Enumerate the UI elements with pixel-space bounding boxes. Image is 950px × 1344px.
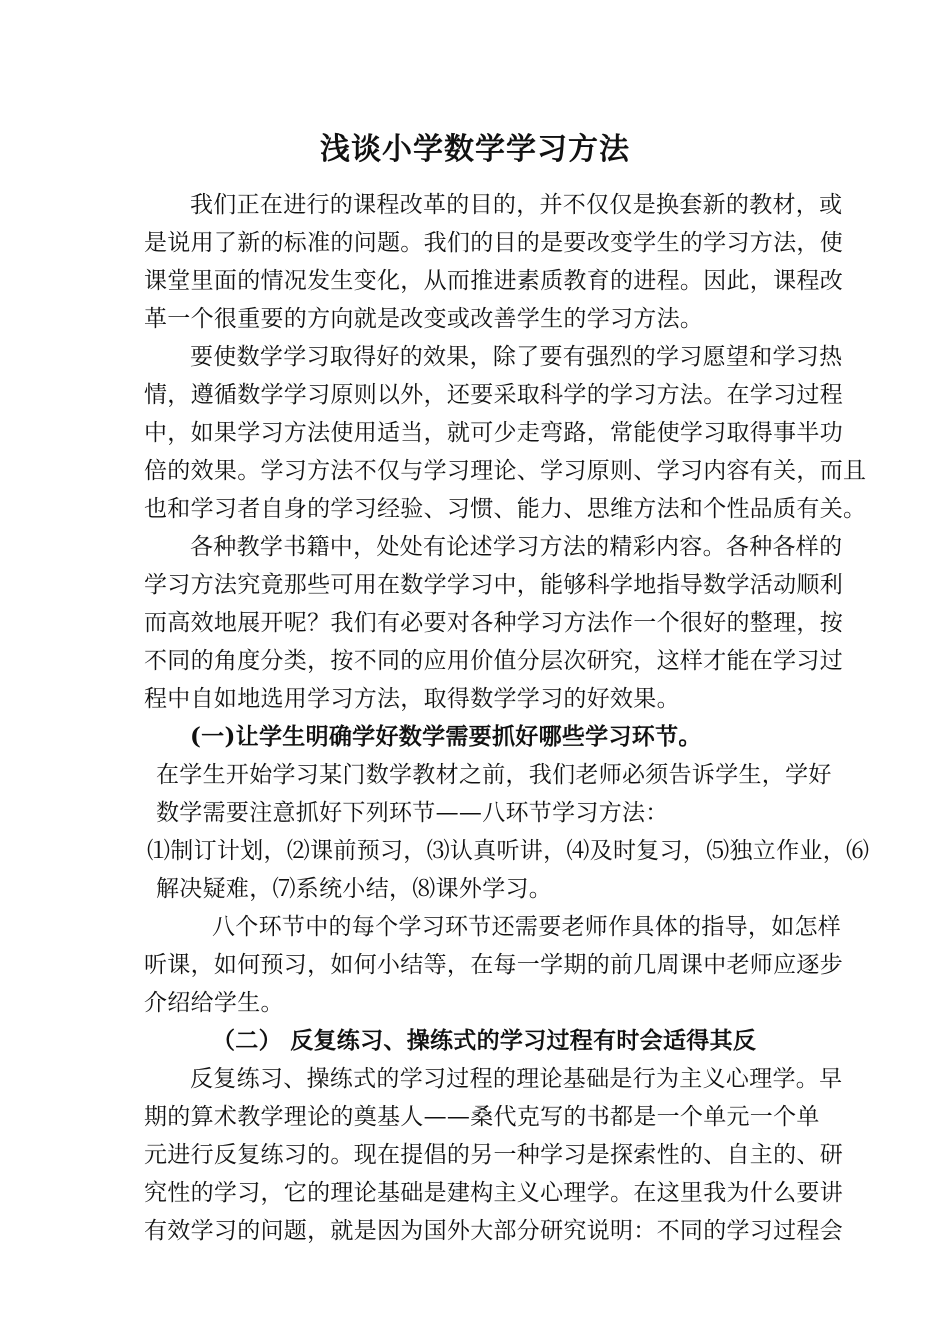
paragraph-line: 八个环节中的每个学习环节还需要老师作具体的指导，如怎样 <box>212 914 842 940</box>
document-title: 浅谈小学数学学习方法 <box>320 132 630 167</box>
paragraph-line: 期的算术教学理论的奠基人——桑代克写的书都是一个单元一个单 <box>144 1104 820 1130</box>
paragraph-line: 数学需要注意抓好下列环节——八环节学习方法： <box>156 800 669 826</box>
paragraph-line: 倍的效果。学习方法不仅与学习理论、学习原则、学习内容有关，而且 <box>144 458 867 484</box>
paragraph-line: 而高效地展开呢？我们有必要对各种学习方法作一个很好的整理，按 <box>144 610 843 636</box>
paragraph-line: 课堂里面的情况发生变化，从而推进素质教育的进程。因此，课程改 <box>144 268 843 294</box>
paragraph-line: 在学生开始学习某门数学教材之前，我们老师必须告诉学生，学好 <box>156 762 832 788</box>
paragraph-line: ⑴制订计划，⑵课前预习，⑶认真听讲，⑷及时复习，⑸独立作业，⑹ <box>147 838 870 864</box>
paragraph-line: 要使数学学习取得好的效果，除了要有强烈的学习愿望和学习热 <box>190 344 843 370</box>
paragraph-line: 究性的学习，它的理论基础是建构主义心理学。在这里我为什么要讲 <box>144 1180 843 1206</box>
paragraph-line: 介绍给学生。 <box>144 990 284 1016</box>
paragraph-line: 学习方法究竟那些可用在数学学习中，能够科学地指导数学活动顺利 <box>144 572 843 598</box>
paragraph-line: 听课，如何预习，如何小结等，在每一学期的前几周课中老师应逐步 <box>144 952 843 978</box>
paragraph-line: 反复练习、操练式的学习过程的理论基础是行为主义心理学。早 <box>190 1066 843 1092</box>
paragraph-line: 各种教学书籍中，处处有论述学习方法的精彩内容。各种各样的 <box>190 534 843 560</box>
paragraph-line: 也和学习者自身的学习经验、习惯、能力、思维方法和个性品质有关。 <box>144 496 867 522</box>
paragraph-line: 程中自如地选用学习方法，取得数学学习的好效果。 <box>144 686 680 712</box>
paragraph-line: 我们正在进行的课程改革的目的，并不仅仅是换套新的教材，或 <box>190 192 843 218</box>
paragraph-line: 革一个很重要的方向就是改变或改善学生的学习方法。 <box>144 306 704 332</box>
paragraph-line: 解决疑难，⑺系统小结，⑻课外学习。 <box>156 876 553 902</box>
section-heading-2: （二） 反复练习、操练式的学习过程有时会适得其反 <box>212 1027 757 1054</box>
paragraph-line: 元进行反复练习的。现在提倡的另一种学习是探索性的、自主的、研 <box>144 1142 843 1168</box>
section-heading-1: (一)让学生明确学好数学需要抓好哪些学习环节。 <box>190 723 702 750</box>
paragraph-line: 有效学习的问题，就是因为国外大部分研究说明：不同的学习过程会 <box>144 1218 843 1244</box>
paragraph-line: 情，遵循数学学习原则以外，还要采取科学的学习方法。在学习过程 <box>144 382 843 408</box>
paragraph-line: 中，如果学习方法使用适当，就可少走弯路，常能使学习取得事半功 <box>144 420 843 446</box>
paragraph-line: 不同的角度分类，按不同的应用价值分层次研究，这样才能在学习过 <box>144 648 843 674</box>
paragraph-line: 是说用了新的标准的问题。我们的目的是要改变学生的学习方法，使 <box>144 230 843 256</box>
